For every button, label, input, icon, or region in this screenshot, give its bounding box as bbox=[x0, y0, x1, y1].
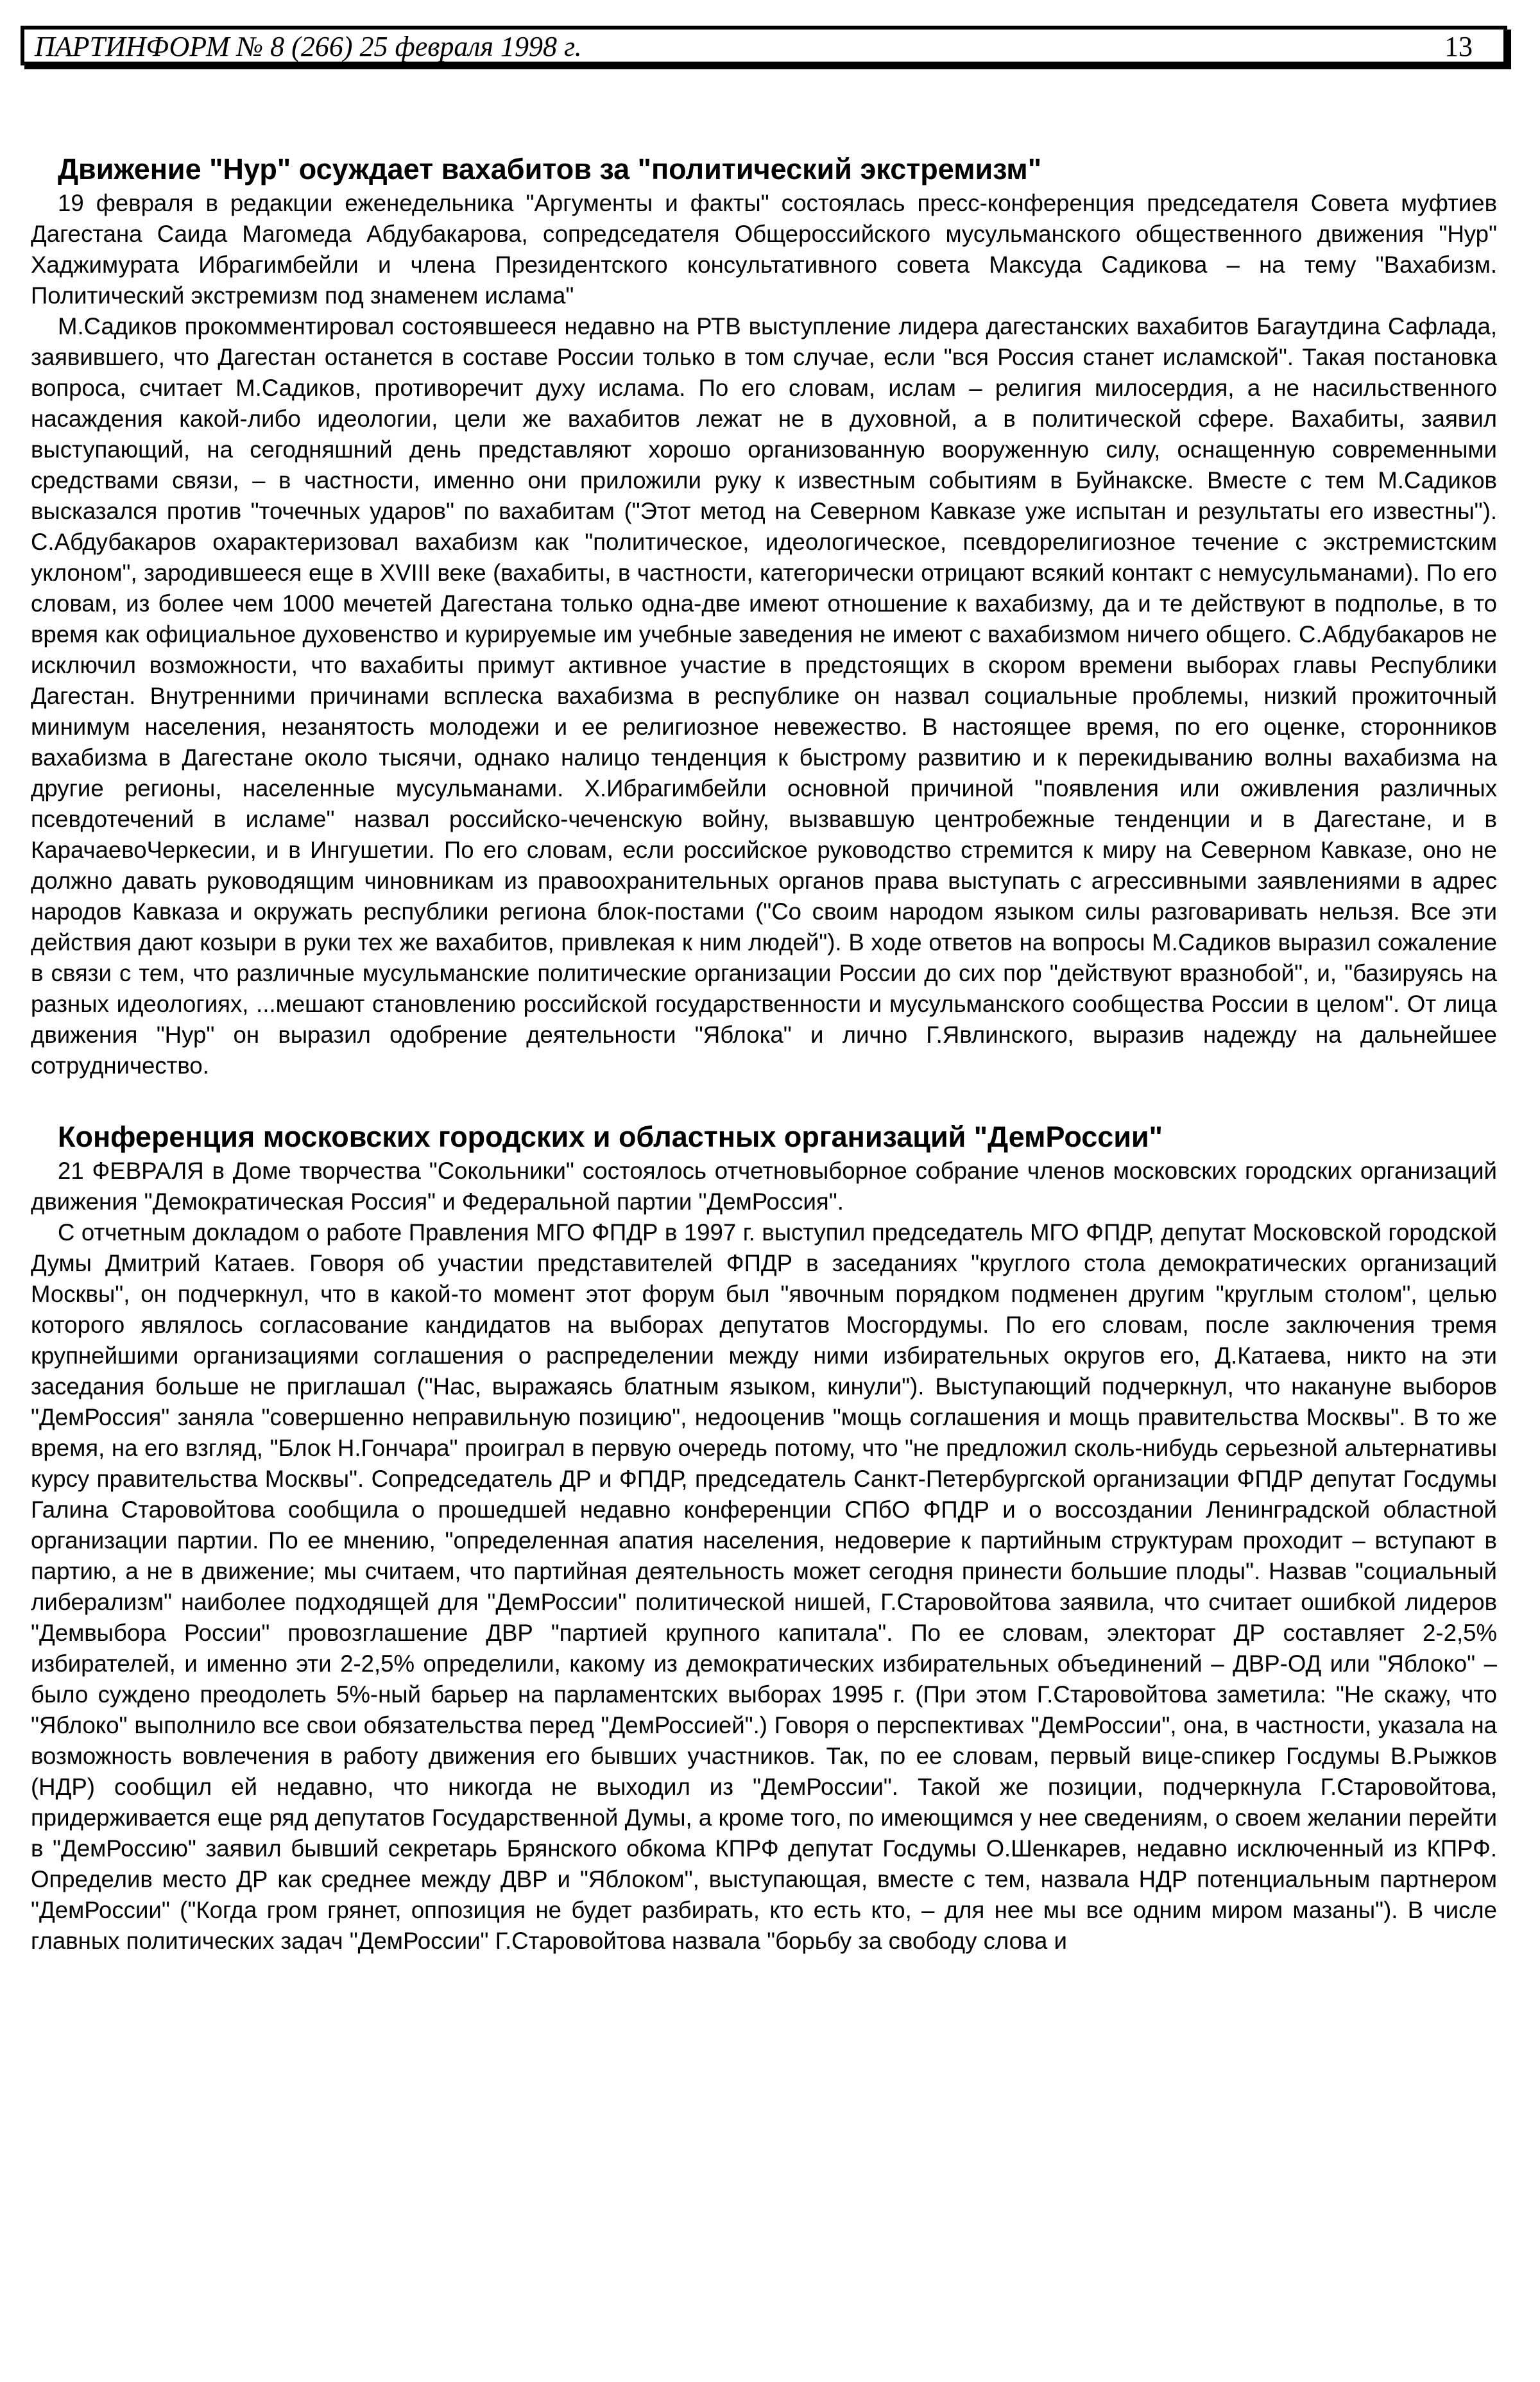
article-paragraph: С отчетным докладом о работе Правления МГО ФПДР в 1997 г. выступил председатель МГО ФПДР, депутат Московской городской Думы Дмитрий Катаев. Говоря об участии представителей ФПДР в заседаниях "круглого стола демократических организаций Москвы", он подчеркнул, что в какой-то момент этот форум был "явочным порядком подменен другим "круглым столом", целью которого являлось согласование кандидатов на выборах депутатов Мосгордумы. По его словам, после заключения тремя крупнейшими организациями соглашения о распределении между ними избирательных округов его, Д.Катаева, никто на эти заседания больше не приглашал ("Нас, выражаясь блатным языком, кинули"). Выступающий подчеркнул, что накануне выборов "ДемРоссия" заняла "совершенно неправильную позицию", недооценив "мощь соглашения и мощь правительства Москвы". В то же время, на его взгляд, "Блок Н.Гончара" проиграл в первую очередь потому, что "не предложил сколь-нибудь серьезной альтернативы курсу правительства Москвы". Сопредседатель ДР и ФПДР, председатель Санкт-Петербургской организации ФПДР депутат Госдумы Галина Старовойтова сообщила о прошедшей недавно конференции СПбО ФПДР и о воссоздании Ленинградской областной организации партии. По ее мнению, "определенная апатия населения, недоверие к партийным структурам проходит – вступают в партию, а не в движение; мы считаем, что партийная деятельность может сегодня принести большие плоды". Назвав "социальный либерализм" наиболее подходящей для "ДемРоссии" политической нишей, Г.Старовойтова заявила, что считает ошибкой лидеров "Демвыбора России" провозглашение ДВР "партией крупного капитала". По ее словам, электорат ДР составляет 2-2,5% избирателей, и именно эти 2-2,5% определили, какому из демократических избирательных объединений – ДВР-ОД или "Яблоко" – было суждено преодолеть 5%-ный барьер на парламентских выборах 1995 г. (При этом Г.Старовойтова заметила: "Не скажу, что "Яблоко" выполнило все свои обязательства перед "ДемРоссией".) Говоря о перспективах "ДемРоссии", она, в частности, указала на возможность вовлечения в работу движения его бывших участников. Так, по ее словам, первый вице-спикер Госдумы В.Рыжков (НДР) сообщил ей недавно, что никогда не выходил из "ДемРоссии". Такой же позиции, подчеркнула Г.Старовойтова, придерживается еще ряд депутатов Государственной Думы, а кроме того, по имеющимся у нее сведениям, о своем желании перейти в "ДемРоссию" заявил бывший секретарь Брянского обкома КПРФ депутат Госдумы О.Шенкарев, недавно исключенный из КПРФ. Определив место ДР как среднее между ДВР и "Яблоком", выступающая, вместе с тем, назвала НДР потенциальным партнером "ДемРоссии" ("Когда гром грянет, оппозиция не будет разбирать, кто есть кто, – для нее мы все одним миром мазаны"). В числе главных политических задач "ДемРоссии" Г.Старовойтова назвала "борьбу за свободу слова и bbox=[31, 1219, 1497, 1954]
page-number: 13 bbox=[1444, 31, 1473, 62]
page-header bbox=[21, 26, 1507, 65]
article-paragraph: 21 ФЕВРАЛЯ в Доме творчества "Сокольники" состоялось отчетновыборное собрание членов московских городских организаций движения "Демократическая Россия" и Федеральной партии "ДемРоссия". bbox=[31, 1158, 1497, 1215]
article-nur bbox=[31, 151, 1497, 1081]
article-content bbox=[31, 151, 1497, 1957]
article-title: Конференция московских городских и областных организаций "ДемРоссии" bbox=[58, 1120, 1163, 1153]
article-paragraph: 19 февраля в редакции еженедельника "Аргументы и факты" состоялась пресс-конференция председателя Совета муфтиев Дагестана Саида Магомеда Абдубакарова, сопредседателя Общероссийского мусульманского общественного движения "Нур" Хаджимурата Ибрагимбейли и члена Президентского консультативного совета Максуда Садикова – на тему "Вахабизм. Политический экстремизм под знаменем ислама" bbox=[31, 190, 1497, 309]
article-paragraph: М.Садиков прокомментировал состоявшееся недавно на РТВ выступление лидера дагестанских вахабитов Багаутдина Сафлада, заявившего, что Дагестан останется в составе России только в том случае, если "вся Россия станет исламской". Такая постановка вопроса, считает М.Садиков, противоречит духу ислама. По его словам, ислам – религия милосердия, а не насильственного насаждения какой-либо идеологии, цели же вахабитов лежат не в духовной, а в политической сфере. Вахабиты, заявил выступающий, на сегодняшний день представляют хорошо организованную вооруженную силу, оснащенную современными средствами связи, – в частности, именно они приложили руку к известным событиям в Буйнакске. Вместе с тем М.Садиков высказался против "точечных ударов" по вахабитам ("Этот метод на Северном Кавказе уже испытан и результаты его известны"). С.Абдубакаров охарактеризовал вахабизм как "политическое, идеологическое, псевдорелигиозное течение с экстремистским уклоном", зародившееся еще в XVIII веке (вахабиты, в частности, категорически отрицают всякий контакт с немусульманами). По его словам, из более чем 1000 мечетей Дагестана только одна-две имеют отношение к вахабизму, да и те действуют в подполье, в то время как официальное духовенство и курируемые им учебные заведения не имеют с вахабизмом ничего общего. С.Абдубакаров не исключил возможности, что вахабиты примут активное участие в предстоящих в скором времени выборах главы Республики Дагестан. Внутренними причинами всплеска вахабизма в республике он назвал социальные проблемы, низкий прожиточный минимум населения, незанятость молодежи и ее религиозное невежество. В настоящее время, по его оценке, сторонников вахабизма в Дагестане около тысячи, однако налицо тенденция к быстрому развитию и к перекидыванию волны вахабизма на другие регионы, населенные мусульманами. Х.Ибрагимбейли основной причиной "появления или оживления различных псевдотечений в исламе" назвал российско-чеченскую войну, вызвавшую центробежные тенденции и в Дагестане, и в КарачаевоЧеркесии, и в Ингушетии. По его словам, если российское руководство стремится к миру на Северном Кавказе, оно не должно давать руководящим чиновникам из правоохранительных органов права выступать с агрессивными заявлениями в адрес народов Кавказа и окружать республики региона блок-постами ("Со своим народом языком силы разговаривать нельзя. Все эти действия дают козыри в руки тех же вахабитов, привлекая к ним людей"). В ходе ответов на вопросы М.Садиков выразил сожаление в связи с тем, что различные мусульманские политические организации России до сих пор "действуют вразнобой", и, "базируясь на разных идеологиях, ...мешают становлению российской государственности и мусульманского сообщества России в целом". От лица движения "Нур" он выразил одобрение деятельности "Яблока" и лично Г.Явлинского, выразив надежду на дальнейшее сотрудничество. bbox=[31, 313, 1497, 1079]
article-title: Движение "Нур" осуждает вахабитов за "политический экстремизм" bbox=[58, 153, 1042, 185]
section-spacer bbox=[31, 1081, 1497, 1118]
article-demrossiya bbox=[31, 1118, 1497, 1957]
publication-title: ПАРТИНФОРМ № 8 (266) 25 февраля 1998 г. bbox=[35, 31, 582, 62]
